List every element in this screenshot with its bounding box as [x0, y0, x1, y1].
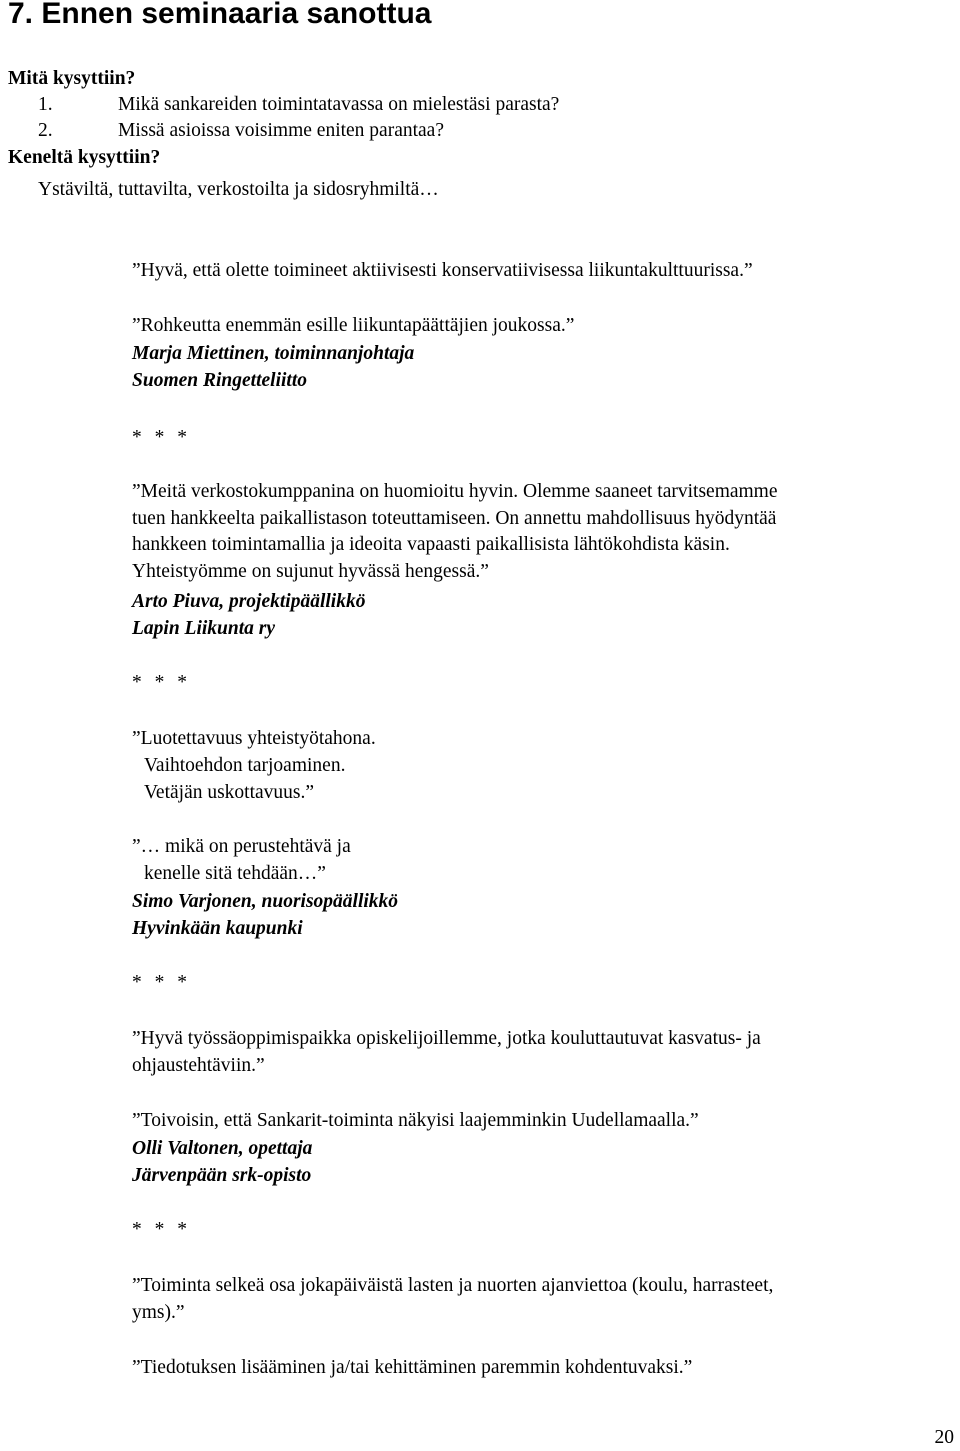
quote-line: ohjaustehtäviin.” — [132, 1055, 265, 1076]
signature-org: Järvenpään srk-opisto — [132, 1165, 312, 1186]
quote-line: ”Toiminta selkeä osa jokapäiväistä lasten ja nuorten ajanviettoa (koulu, harrasteet, — [132, 1275, 774, 1296]
quote-line: ”Hyvä, että olette toimineet aktiivisesti konservatiivisessa liikuntakulttuurissa.” — [132, 260, 753, 281]
signature-name: Arto Piuva, projektipäällikkö — [132, 591, 366, 612]
page-title: 7. Ennen seminaaria sanottua — [8, 0, 432, 30]
from-label: Keneltä kysyttiin? — [8, 147, 161, 168]
signature-org: Hyvinkään kaupunki — [132, 918, 303, 939]
signature-name: Olli Valtonen, opettaja — [132, 1138, 313, 1159]
separator: * * * — [132, 427, 191, 448]
quote-line: Vetäjän uskottavuus.” — [144, 782, 315, 803]
question-text: Mikä sankareiden toimintatavassa on mielestäsi parasta? — [118, 94, 560, 115]
separator: * * * — [132, 1219, 191, 1240]
quote-line: ”Hyvä työssäoppimispaikka opiskelijoillemme, jotka kouluttautuvat kasvatus- ja — [132, 1028, 761, 1049]
separator: * * * — [132, 972, 191, 993]
quote-line: yms).” — [132, 1302, 185, 1323]
signature-org: Suomen Ringetteliitto — [132, 370, 307, 391]
page-number: 20 — [934, 1427, 954, 1448]
question-number: 1. — [38, 94, 53, 115]
signature-org: Lapin Liikunta ry — [132, 618, 276, 639]
quote-line: Vaihtoehdon tarjoaminen. — [144, 755, 346, 776]
quote-line: ”Tiedotuksen lisääminen ja/tai kehittäminen paremmin kohdentuvaksi.” — [132, 1357, 693, 1378]
quote-line: tuen hankkeelta paikallistason toteuttamiseen. On annettu mahdollisuus hyödyntää — [132, 508, 777, 529]
signature-name: Marja Miettinen, toiminnanjohtaja — [132, 343, 415, 364]
asked-label: Mitä kysyttiin? — [8, 68, 136, 89]
from-text: Ystäviltä, tuttavilta, verkostoilta ja sidosryhmiltä… — [38, 179, 439, 200]
separator: * * * — [132, 672, 191, 693]
signature-name: Simo Varjonen, nuorisopäällikkö — [132, 891, 399, 912]
quote-line: ”Rohkeutta enemmän esille liikuntapäättäjien joukossa.” — [132, 315, 575, 336]
quote-line: hankkeen toimintamallia ja ideoita vapaasti paikallisista lähtökohdista käsin. — [132, 534, 730, 555]
quote-line: ”Toivoisin, että Sankarit-toiminta näkyisi laajemminkin Uudellamaalla.” — [132, 1110, 699, 1131]
quote-line: kenelle sitä tehdään…” — [144, 863, 326, 884]
question-text: Missä asioissa voisimme eniten parantaa? — [118, 120, 444, 141]
quote-line: Yhteistyömme on sujunut hyvässä hengessä.” — [132, 561, 489, 582]
question-number: 2. — [38, 120, 53, 141]
quote-line: ”Luotettavuus yhteistyötahona. — [132, 728, 376, 749]
quote-line: ”Meitä verkostokumppanina on huomioitu hyvin. Olemme saaneet tarvitsemamme — [132, 481, 778, 502]
quote-line: ”… mikä on perustehtävä ja — [132, 836, 351, 857]
